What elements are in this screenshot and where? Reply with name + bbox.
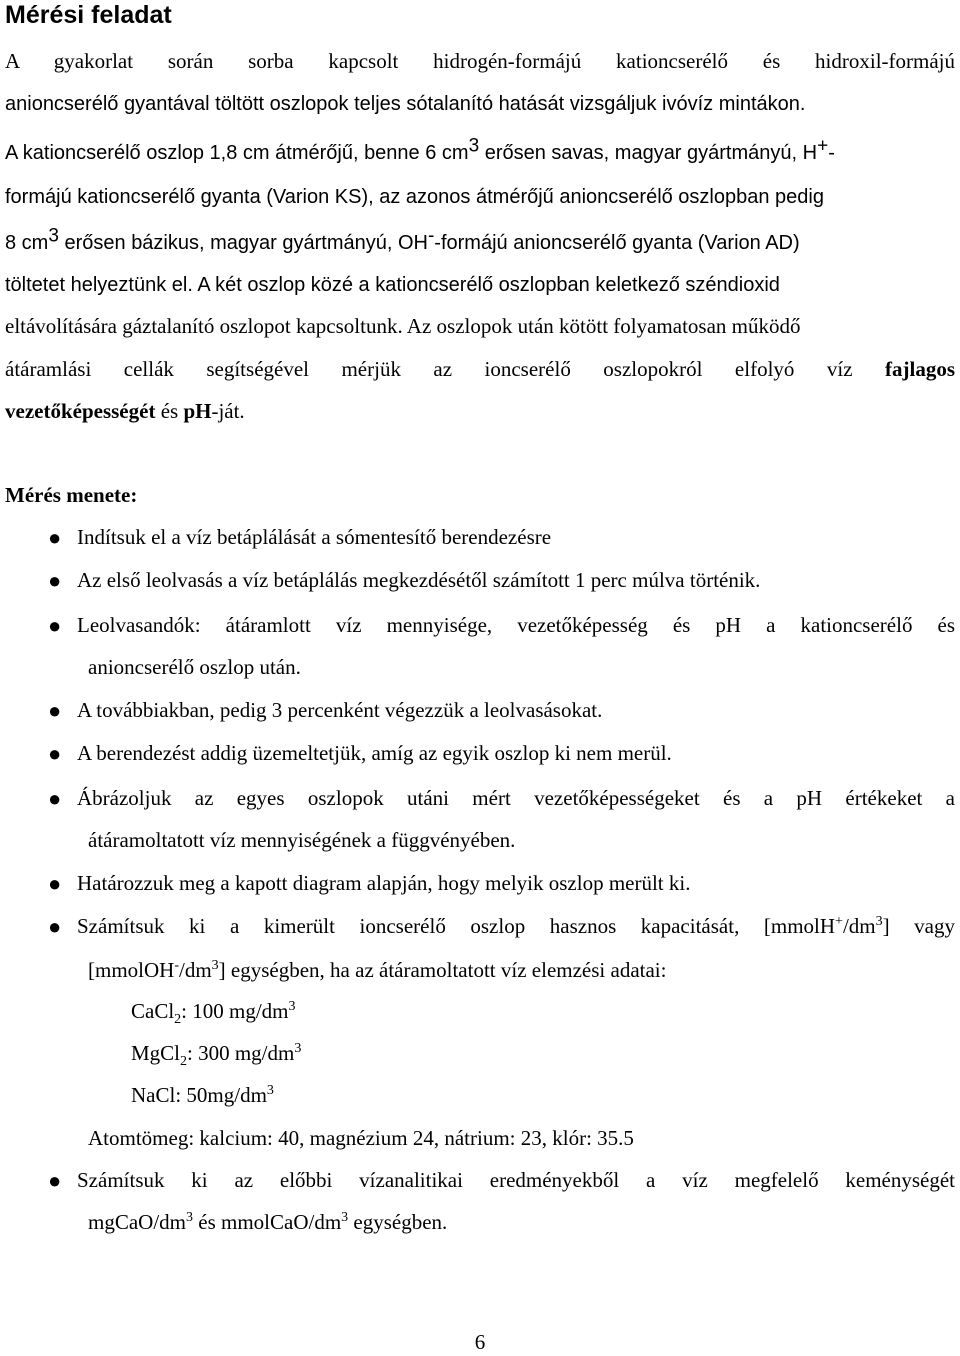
section-title: Mérés menete: [5, 483, 138, 507]
list-item: Határozzuk meg a kapott diagram alapján, hogy melyik oszlop merült ki. [77, 871, 691, 895]
analysis-nacl: NaCl: $50mg/dm^3$ [131, 1083, 274, 1107]
list-item: Számítsuk ki a kimerült ioncserélő oszlop hasznos kapacitását, $[mmolH^+/dm^3]$ vagy [77, 914, 955, 938]
list-item-continuation: anioncserélő oszlop után. [88, 655, 301, 679]
text-line: 8 $cm^3$ erősen bázikus, magyar gyártmányú, OH--formájú anioncserélő gyanta (Varion AD) [5, 225, 800, 254]
text-line: töltetet helyeztünk el. A két oszlop közé a kationcserélő oszlopban keletkező széndioxid [5, 274, 780, 296]
list-item: Leolvasandók: átáramlott víz mennyisége, vezetőképesség és pH a kationcserélő és [77, 613, 955, 637]
bullet-icon: ● [48, 914, 62, 939]
list-item-continuation: mgCaO/$dm^3$ és mmolCaO/$dm^3$ egységben. [88, 1210, 448, 1234]
text-line: eltávolítására gáztalanító oszlopot kapcsoltunk. Az oszlopok után kötött folyamatosan működő [5, 314, 801, 338]
list-item-continuation: átáramoltatott víz mennyiségének a függvényében. [88, 828, 516, 852]
list-item: A továbbiakban, pedig 3 percenként végezzük a leolvasásokat. [77, 698, 603, 722]
list-item: Az első leolvasás a víz betáplálás megkezdésétől számított 1 perc múlva történik. [77, 568, 761, 592]
list-item: Ábrázoljuk az egyes oszlopok utáni mért vezetőképességeket és a pH értékeket a [77, 786, 955, 810]
text-line: átáramlási cellák segítségével mérjük az ioncserélő oszlopokról elfolyó víz fajlagos [5, 357, 955, 381]
bullet-icon: ● [48, 786, 62, 811]
list-item-continuation: $[mmolOH^-/dm^3]$ egységben, ha az átáramoltatott víz elemzési adatai: [88, 958, 667, 982]
bullet-icon: ● [48, 871, 62, 896]
analysis-cacl2: CaCl$_2$: 100 $mg/dm^3$ [131, 999, 296, 1028]
bullet-icon: ● [48, 741, 62, 766]
list-item: Számítsuk ki az előbbi vízanalitikai eredményekből a víz megfelelő keménységét [77, 1168, 955, 1192]
analysis-mgcl2: MgCl$_2$: 300 $mg/dm^3$ [131, 1041, 302, 1070]
list-item: Indítsuk el a víz betáplálását a sómentesítő berendezésre [77, 525, 552, 549]
bullet-icon: ● [48, 525, 62, 550]
page-title: Mérési feladat [5, 1, 172, 29]
page-number: 6 [474, 1330, 486, 1354]
text-line: anioncserélő gyantával töltött oszlopok teljes sótalanító hatását vizsgáljuk ivóvíz mintákon. [5, 93, 806, 115]
bullet-icon: ● [48, 613, 62, 638]
bullet-icon: ● [48, 1168, 62, 1193]
list-item: A berendezést addig üzemeltetjük, amíg az egyik oszlop ki nem merül. [77, 741, 672, 765]
bullet-icon: ● [48, 568, 62, 593]
text-line: A gyakorlat során sorba kapcsolt hidrogén-formájú kationcserélő és hidroxil-formájú [5, 49, 955, 73]
text-line: vezetőképességét és pH-ját. [5, 399, 245, 423]
text-line: formájú kationcserélő gyanta (Varion KS), az azonos átmérőjű anioncserélő oszlopban pedig [5, 186, 824, 208]
text-line: A kationcserélő oszlop 1,8 cm átmérőjű, benne 6 $cm^3$ erősen savas, magyar gyártmányú, H+- [5, 135, 835, 164]
bullet-icon: ● [48, 698, 62, 723]
atomic-masses: Atomtömeg: kalcium: 40, magnézium 24, nátrium: 23, klór: 35.5 [88, 1126, 634, 1150]
